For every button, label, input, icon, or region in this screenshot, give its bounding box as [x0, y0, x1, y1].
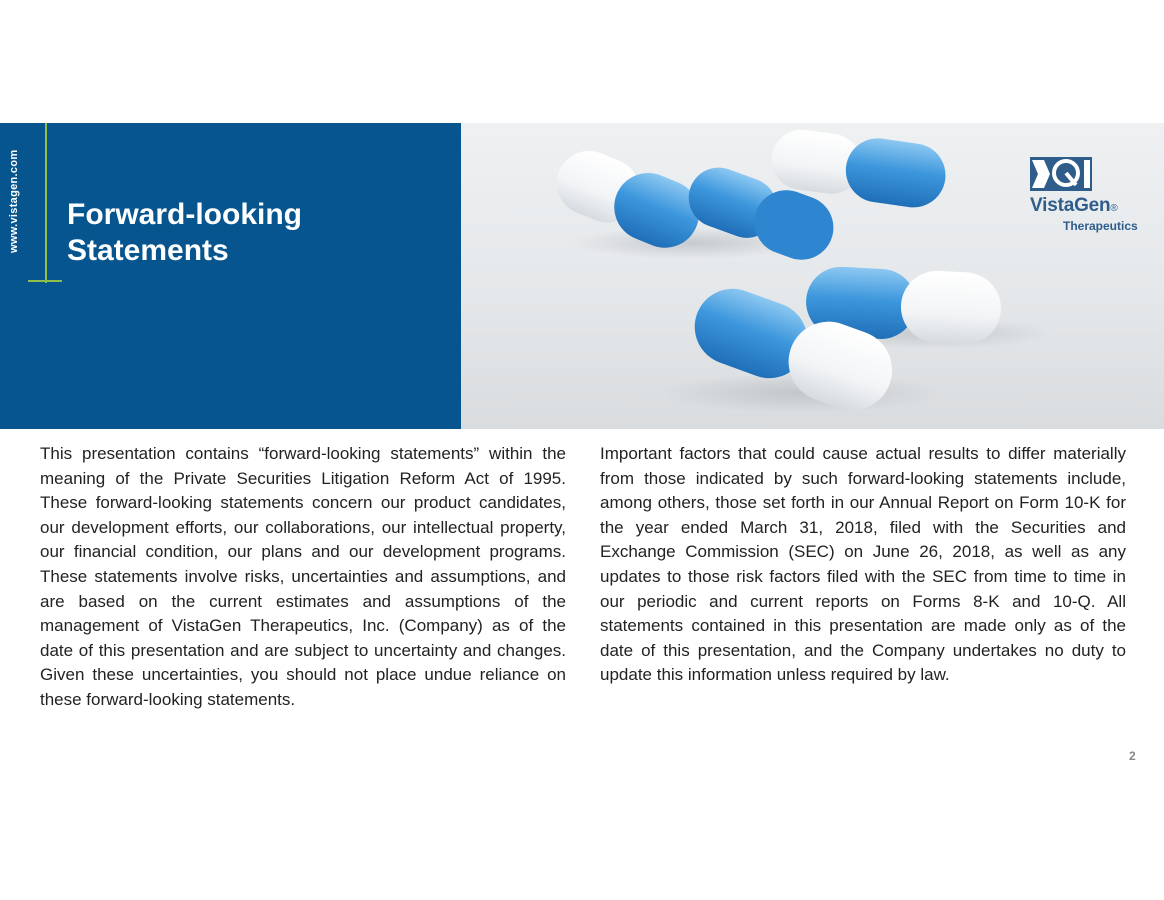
accent-horizontal-line	[28, 280, 62, 282]
page-title	[67, 197, 447, 269]
logo-registered-mark: ®	[1110, 203, 1118, 214]
page-title-line1: Forward-looking	[67, 198, 302, 231]
header-banner	[0, 123, 1164, 429]
page-title-line2: Statements	[67, 234, 229, 267]
logo-name	[1030, 195, 1118, 217]
right-paragraph: Important factors that could cause actual results to differ materially from those indicated by such forward-looking statements include, among others, those set forth in our Annual Report on Form 10-K for the year ended March 31, 2018, filed with the Securities and Exchange Commission (SEC) on June 26, 2018, as well as any updates to those risk factors filed with the SEC from time to time in our periodic and current reports on Forms 8-K and 10-Q. All statements contained in this presentation are made only as of the date of this presentation, and the Company undertakes no duty to update this information unless required by law.	[600, 444, 1126, 685]
logo-subtitle: Therapeutics	[1063, 219, 1138, 233]
title-panel	[0, 123, 461, 429]
logo-name-text: VistaGen	[1030, 195, 1111, 216]
accent-vertical-line	[45, 123, 47, 283]
company-logo	[1030, 157, 1152, 237]
left-paragraph: This presentation contains “forward-looking statements” within the meaning of the Private Securities Litigation Reform Act of 1995. These forward-looking statements concern our product candidates, our development efforts, our collaborations, our intellectual property, our financial condition, our plans and our development programs. These statements involve risks, uncertainties and assumptions, and are based on the current estimates and assumptions of the management of VistaGen Therapeutics, Inc. (Company) as of the date of this presentation and are subject to uncertainty and changes. Given these uncertainties, you should not place undue reliance on these forward-looking statements.	[40, 444, 566, 709]
page-number: 2	[1129, 749, 1136, 763]
vistagen-q-logo-icon	[1030, 157, 1092, 191]
website-url[interactable]: www.vistagen.com	[8, 149, 20, 253]
